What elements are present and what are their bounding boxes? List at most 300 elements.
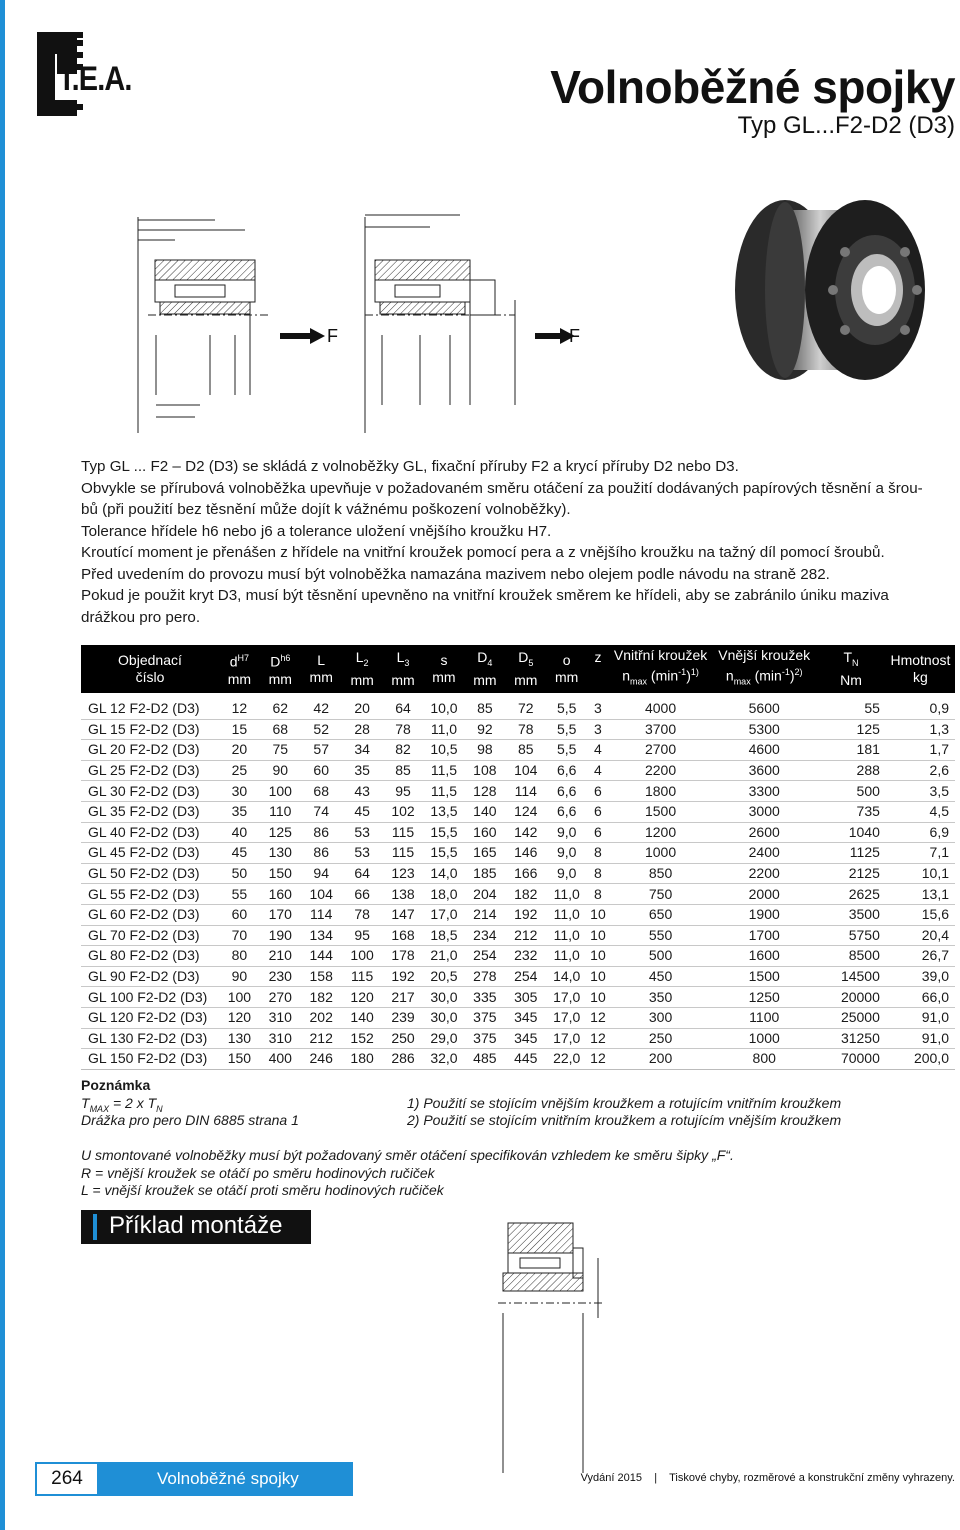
table-cell: 212 [301,1028,342,1049]
table-cell: 66,0 [886,987,955,1008]
table-cell: 35 [342,760,383,781]
table-cell: 42 [301,693,342,719]
table-row [81,884,955,905]
table-cell: 152 [342,1028,383,1049]
table-cell: GL 12 F2-D2 (D3) [81,693,219,719]
table-cell: 2200 [712,863,816,884]
table-cell: 11,0 [546,884,587,905]
desc-line: Tolerance hřídele h6 nebo j6 a tolerance uložení vnějšího kroužku H7. [81,522,552,540]
table-cell: 11,5 [423,760,464,781]
table-cell: 120 [219,1007,260,1028]
col-header-s: s mm [423,645,464,693]
table-cell: 6 [587,781,609,802]
table-cell: 2700 [609,740,713,761]
table-row [81,760,955,781]
description [81,456,960,628]
table-cell: 2,6 [886,760,955,781]
table-row [81,719,955,740]
left-accent-bar [0,0,5,1530]
table-cell: 181 [816,740,886,761]
table-cell: 214 [464,904,505,925]
table-cell: 1600 [712,946,816,967]
table-cell: 17,0 [546,987,587,1008]
table-cell: 234 [464,925,505,946]
table-cell: GL 70 F2-D2 (D3) [81,925,219,946]
table-cell: 104 [505,760,546,781]
footnote-1: 1) Použití se stojícím vnějším kroužkem a rotujícím vnitřním kroužkem [407,1095,842,1111]
table-cell: 142 [505,822,546,843]
page-subtitle: Typ GL...F2-D2 (D3) [737,112,955,139]
table-cell: 14,0 [423,863,464,884]
table-cell: 15,5 [423,843,464,864]
table-cell: 650 [609,904,713,925]
table-cell: 45 [342,801,383,822]
table-cell: 18,0 [423,884,464,905]
table-cell: 120 [342,987,383,1008]
logo-text: T.E.A. [58,60,132,98]
table-cell: 134 [301,925,342,946]
table-cell: 850 [609,863,713,884]
table-cell: 2125 [816,863,886,884]
table-cell: 30,0 [423,1007,464,1028]
footer-separator: | [654,1472,658,1484]
table-cell: 11,0 [546,904,587,925]
table-cell: 68 [260,719,301,740]
desc-line: drážkou pro pero. [81,608,201,626]
table-cell: 80 [219,946,260,967]
table-cell: 6,9 [886,822,955,843]
table-cell: 34 [342,740,383,761]
table-cell: 30 [219,781,260,802]
table-cell: 3 [587,719,609,740]
technical-drawing [120,205,590,440]
table-cell: 278 [464,966,505,987]
table-cell: 305 [505,987,546,1008]
table-cell: 20,5 [423,966,464,987]
table-cell: 12 [587,1049,609,1070]
table-cell: GL 30 F2-D2 (D3) [81,781,219,802]
table-cell: 15,6 [886,904,955,925]
table-cell: 68 [301,781,342,802]
table-cell: 1900 [712,904,816,925]
table-cell: 29,0 [423,1028,464,1049]
table-cell: 90 [260,760,301,781]
table-cell: 1000 [712,1028,816,1049]
table-cell: 17,0 [423,904,464,925]
table-cell: 110 [260,801,301,822]
table-cell: 114 [505,781,546,802]
table-cell: 230 [260,966,301,987]
table-cell: 178 [383,946,424,967]
table-cell: 400 [260,1049,301,1070]
table-cell: 239 [383,1007,424,1028]
table-cell: 750 [609,884,713,905]
table-cell: GL 20 F2-D2 (D3) [81,740,219,761]
table-cell: 150 [219,1049,260,1070]
table-cell: 250 [609,1028,713,1049]
table-cell: 3000 [712,801,816,822]
col-header-d: $d^{H7}$ mm [219,645,260,693]
force-label-1: F [327,326,338,346]
table-cell: 168 [383,925,424,946]
table-cell: 70000 [816,1049,886,1070]
table-cell: 10 [587,946,609,967]
table-cell: 210 [260,946,301,967]
table-cell: 55 [816,693,886,719]
table-cell: 25000 [816,1007,886,1028]
table-cell: 158 [301,966,342,987]
table-cell: 15,5 [423,822,464,843]
table-cell: 10,5 [423,740,464,761]
desc-line: Před uvedením do provozu musí být volnoběžka namazána mazivem nebo olejem podle návodu na straně 282. [81,565,830,583]
table-cell: 450 [609,966,713,987]
table-cell: 375 [464,1028,505,1049]
table-cell: 1,3 [886,719,955,740]
col-header-L3: $L_3$ mm [383,645,424,693]
table-cell: 52 [301,719,342,740]
note-title: Poznámka [81,1077,151,1093]
table-row [81,801,955,822]
table-cell: 39,0 [886,966,955,987]
table-cell: 28 [342,719,383,740]
col-header-order-number: Objednací číslo [81,645,219,693]
table-cell: 4 [587,760,609,781]
table-cell: 91,0 [886,1028,955,1049]
table-cell: 350 [609,987,713,1008]
table-cell: 64 [383,693,424,719]
table-cell: 128 [464,781,505,802]
col-header-outer-ring: Vnější kroužek $n_{max}$ $(\min^{-1})^{2)}$ [712,645,816,693]
table-cell: GL 15 F2-D2 (D3) [81,719,219,740]
table-cell: 1125 [816,843,886,864]
table-cell: 9,0 [546,843,587,864]
table-cell: 60 [219,904,260,925]
table-cell: 90 [219,966,260,987]
table-cell: 6 [587,801,609,822]
table-cell: 95 [342,925,383,946]
col-header-torque: $T_N$ Nm [816,645,886,693]
page-number: 264 [35,1462,99,1496]
table-cell: 35 [219,801,260,822]
page-title: Volnoběžné spojky [550,61,955,113]
table-cell: 166 [505,863,546,884]
table-header-row [81,645,955,693]
table-cell: 5750 [816,925,886,946]
table-cell: 254 [464,946,505,967]
table-cell: 17,0 [546,1007,587,1028]
mounting-title: Příklad montáže [109,1212,283,1239]
table-cell: 13,1 [886,884,955,905]
table-cell: 78 [505,719,546,740]
table-cell: 160 [464,822,505,843]
table-cell: 60 [301,760,342,781]
table-cell: 212 [505,925,546,946]
table-cell: 6,6 [546,801,587,822]
col-header-L: L mm [301,645,342,693]
spec-table [81,645,955,1070]
table-cell: 20 [342,693,383,719]
table-cell: 78 [383,719,424,740]
table-cell: 3600 [712,760,816,781]
table-cell: 3700 [609,719,713,740]
desc-line: Kroutící moment je přenášen z hřídele na vnitřní kroužek pomocí pera a z vnějšího kroužku na tažný díl pomocí šroubů. [81,544,885,561]
table-cell: 66 [342,884,383,905]
col-header-L2: $L_2$ mm [342,645,383,693]
table-cell: 17,0 [546,1028,587,1049]
table-cell: 5,5 [546,740,587,761]
table-cell: 9,0 [546,822,587,843]
table-row [81,863,955,884]
table-cell: 250 [383,1028,424,1049]
table-cell: 53 [342,843,383,864]
footer-info [581,1472,955,1484]
table-cell: 130 [260,843,301,864]
table-cell: 1700 [712,925,816,946]
table-cell: 14500 [816,966,886,987]
table-cell: 1040 [816,822,886,843]
table-row [81,1049,955,1070]
table-row [81,987,955,1008]
table-cell: 11,0 [546,946,587,967]
table-cell: 50 [219,863,260,884]
table-cell: 1500 [712,966,816,987]
table-cell: 5,5 [546,693,587,719]
table-cell: 10,0 [423,693,464,719]
footer-disclaimer: Tiskové chyby, rozměrové a konstrukční změny vyhrazeny. [669,1472,955,1484]
table-cell: 10 [587,925,609,946]
table-cell: 130 [219,1028,260,1049]
table-cell: 11,5 [423,781,464,802]
table-cell: 5300 [712,719,816,740]
table-cell: 1200 [609,822,713,843]
table-cell: 21,0 [423,946,464,967]
table-cell: 345 [505,1028,546,1049]
table-cell: 1100 [712,1007,816,1028]
table-cell: 31250 [816,1028,886,1049]
table-cell: 8 [587,843,609,864]
table-cell: 286 [383,1049,424,1070]
table-cell: 217 [383,987,424,1008]
table-cell: 147 [383,904,424,925]
col-header-D4: $D_4$ mm [464,645,505,693]
table-cell: GL 130 F2-D2 (D3) [81,1028,219,1049]
table-row [81,1007,955,1028]
table-cell: 8500 [816,946,886,967]
table-cell: GL 45 F2-D2 (D3) [81,843,219,864]
table-cell: 32,0 [423,1049,464,1070]
desc-line: bů (při použití bez těsnění může dojít k vážnému poškození volnoběžky). [81,501,571,518]
product-photo [725,190,945,390]
table-cell: 43 [342,781,383,802]
table-cell: 3 [587,693,609,719]
table-cell: GL 120 F2-D2 (D3) [81,1007,219,1028]
table-cell: 140 [464,801,505,822]
table-cell: 45 [219,843,260,864]
table-cell: 2000 [712,884,816,905]
table-cell: 85 [505,740,546,761]
table-cell: 246 [301,1049,342,1070]
table-cell: 7,1 [886,843,955,864]
table-cell: 3,5 [886,781,955,802]
table-cell: 170 [260,904,301,925]
table-cell: 200,0 [886,1049,955,1070]
table-cell: 125 [260,822,301,843]
page-footer [35,1462,955,1494]
table-cell: GL 90 F2-D2 (D3) [81,966,219,987]
col-header-weight: Hmotnost kg [886,645,955,693]
table-cell: 2600 [712,822,816,843]
table-cell: 6,6 [546,760,587,781]
table-cell: 85 [464,693,505,719]
table-cell: 115 [383,822,424,843]
table-cell: 160 [260,884,301,905]
table-cell: 11,0 [423,719,464,740]
table-cell: 1,7 [886,740,955,761]
table-cell: 70 [219,925,260,946]
table-cell: 64 [342,863,383,884]
footnote-2: 2) Použití se stojícím vnitřním kroužkem a rotujícím vnějším kroužkem [407,1112,842,1128]
table-cell: 123 [383,863,424,884]
col-header-z: z [587,645,609,693]
table-cell: 485 [464,1049,505,1070]
note-keyway: Drážka pro pero DIN 6885 strana 1 [81,1112,299,1128]
table-cell: 1500 [609,801,713,822]
table-cell: 6 [587,822,609,843]
table-cell: 270 [260,987,301,1008]
table-cell: GL 100 F2-D2 (D3) [81,987,219,1008]
table-cell: 12 [587,1028,609,1049]
table-cell: GL 35 F2-D2 (D3) [81,801,219,822]
table-cell: 190 [260,925,301,946]
table-cell: 4600 [712,740,816,761]
table-row [81,781,955,802]
table-cell: 124 [505,801,546,822]
table-cell: 10 [587,966,609,987]
table-cell: 91,0 [886,1007,955,1028]
table-cell: 100 [342,946,383,967]
table-cell: 192 [383,966,424,987]
table-cell: 12 [219,693,260,719]
table-cell: 10 [587,987,609,1008]
table-cell: 9,0 [546,863,587,884]
table-cell: 18,5 [423,925,464,946]
table-cell: 13,5 [423,801,464,822]
table-cell: 150 [260,863,301,884]
note-direction-r: R = vnější kroužek se otáčí po směru hodinových ručiček [81,1165,435,1181]
table-cell: 10 [587,904,609,925]
table-cell: 11,0 [546,925,587,946]
table-cell: 40 [219,822,260,843]
mounting-heading [81,1210,311,1244]
force-label-2: F [569,326,580,346]
table-cell: GL 150 F2-D2 (D3) [81,1049,219,1070]
table-cell: 25 [219,760,260,781]
table-cell: 310 [260,1028,301,1049]
col-header-o: o mm [546,645,587,693]
table-cell: 86 [301,822,342,843]
note-direction-l: L = vnější kroužek se otáčí proti směru hodinových ručiček [81,1182,444,1198]
table-cell: 146 [505,843,546,864]
table-cell: 335 [464,987,505,1008]
table-cell: 310 [260,1007,301,1028]
table-cell: 202 [301,1007,342,1028]
table-cell: 108 [464,760,505,781]
table-cell: 165 [464,843,505,864]
table-cell: GL 50 F2-D2 (D3) [81,863,219,884]
table-cell: 1000 [609,843,713,864]
table-cell: 2200 [609,760,713,781]
table-cell: 30,0 [423,987,464,1008]
table-cell: 138 [383,884,424,905]
table-cell: 22,0 [546,1049,587,1070]
table-cell: 192 [505,904,546,925]
table-cell: 82 [383,740,424,761]
col-header-inner-ring: Vnitřní kroužek $n_{max}$ $(\min^{-1})^{1)}$ [609,645,713,693]
table-cell: 200 [609,1049,713,1070]
table-cell: 182 [301,987,342,1008]
table-cell: 5,5 [546,719,587,740]
table-cell: 78 [342,904,383,925]
footer-edition: Vydání 2015 [580,1472,642,1484]
col-header-D5: $D_5$ mm [505,645,546,693]
table-cell: 375 [464,1007,505,1028]
table-cell: 72 [505,693,546,719]
table-cell: 26,7 [886,946,955,967]
table-row [81,925,955,946]
table-cell: 85 [383,760,424,781]
table-cell: 254 [505,966,546,987]
table-cell: 800 [712,1049,816,1070]
table-cell: 55 [219,884,260,905]
table-row [81,822,955,843]
table-cell: GL 55 F2-D2 (D3) [81,884,219,905]
table-cell: 550 [609,925,713,946]
table-cell: 20,4 [886,925,955,946]
table-cell: 102 [383,801,424,822]
table-cell: 4,5 [886,801,955,822]
note-tmax: $T_{MAX} = 2$ x $T_N$ [81,1095,163,1114]
table-cell: 100 [260,781,301,802]
table-row [81,966,955,987]
table-cell: 8 [587,884,609,905]
table-cell: 104 [301,884,342,905]
table-cell: 14,0 [546,966,587,987]
table-cell: 500 [609,946,713,967]
table-cell: 12 [587,1007,609,1028]
table-cell: 345 [505,1007,546,1028]
desc-line: Typ GL ... F2 – D2 (D3) se skládá z volnoběžky GL, fixační příruby F2 a krycí příruby D2 nebo D3. [81,458,739,475]
table-cell: 8 [587,863,609,884]
footer-section: Volnoběžné spojky [97,1462,353,1496]
table-row [81,740,955,761]
table-row [81,843,955,864]
table-cell: 100 [219,987,260,1008]
table-cell: 115 [342,966,383,987]
spec-table-body [81,693,955,1069]
table-cell: 57 [301,740,342,761]
table-cell: 4000 [609,693,713,719]
table-cell: 140 [342,1007,383,1028]
table-cell: 62 [260,693,301,719]
table-cell: 10,1 [886,863,955,884]
table-cell: 95 [383,781,424,802]
table-cell: 445 [505,1049,546,1070]
table-cell: 300 [609,1007,713,1028]
table-row [81,904,955,925]
table-cell: 0,9 [886,693,955,719]
table-cell: 5600 [712,693,816,719]
table-cell: 92 [464,719,505,740]
